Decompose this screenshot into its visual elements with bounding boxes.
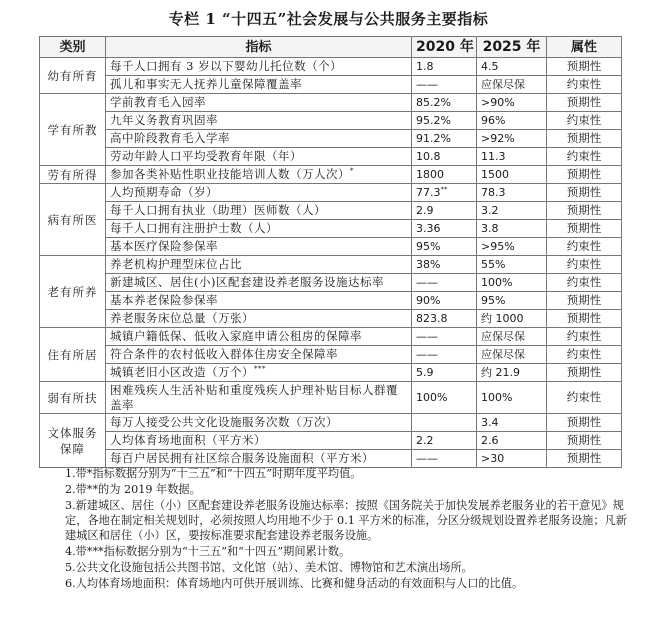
table-row [40, 148, 622, 166]
indicator-cell: 高中阶段教育毛入学率 [106, 130, 412, 148]
value-2020-cell: 1.8 [412, 58, 477, 76]
value-2020-cell: —— [412, 450, 477, 468]
footnotes [65, 466, 630, 592]
value-2025-cell: 100% [477, 274, 547, 292]
attribute-cell: 约束性 [547, 238, 622, 256]
table-row [40, 166, 622, 184]
indicator-cell: 人均体育场地面积（平方米） [106, 432, 412, 450]
value-2020-cell: 90% [412, 292, 477, 310]
attribute-cell: 约束性 [547, 256, 622, 274]
value-2025-cell: 4.5 [477, 58, 547, 76]
indicator-cell: 养老机构护理型床位占比 [106, 256, 412, 274]
table-row [40, 184, 622, 202]
attribute-cell: 预期性 [547, 220, 622, 238]
footnote: 4.带***指标数据分别为“十三五”和“十四五”期间累计数。 [65, 545, 351, 558]
value-2020-cell: 95.2% [412, 112, 477, 130]
indicator-cell: 劳动年龄人口平均受教育年限（年） [106, 148, 412, 166]
value-2020-cell [412, 184, 477, 202]
value-2025-cell: >90% [477, 94, 547, 112]
value-2025-cell: 3.8 [477, 220, 547, 238]
attribute-cell: 预期性 [547, 292, 622, 310]
value-2020-cell: 2.9 [412, 202, 477, 220]
category-cell: 老有所养 [40, 256, 106, 328]
indicator-cell: 每千人口拥有注册护士数（人） [106, 220, 412, 238]
indicator-cell: 每千人口拥有 3 岁以下婴幼儿托位数（个） [106, 58, 412, 76]
value-2025-cell: 96% [477, 112, 547, 130]
table-row [40, 58, 622, 76]
header-2020: 2020 年 [412, 37, 477, 58]
attribute-cell: 预期性 [547, 202, 622, 220]
category-cell: 病有所医 [40, 184, 106, 256]
footnote-mark: * [350, 167, 354, 176]
attribute-cell: 预期性 [547, 184, 622, 202]
indicator-cell: 九年义务教育巩固率 [106, 112, 412, 130]
indicator-cell: 每万人接受公共文化设施服务次数（万次） [106, 414, 412, 432]
table-row [40, 238, 622, 256]
attribute-cell: 约束性 [547, 346, 622, 364]
attribute-cell: 约束性 [547, 112, 622, 130]
footnote: 3.新建城区、居住（小）区配套建设养老服务设施达标率：按照《国务院关于加快发展养老服务业的若干意见》规定，各地在制定相关规划时，必须按照人均用地不少于 0.1 平方米的标准，分区分级规划设置养老服务设施；凡新建城区和居住（小）区，要按标准要求配套建设养老服务设施。 [65, 499, 627, 542]
value-2020-cell: 1800 [412, 166, 477, 184]
value-2025-cell: 约 1000 [477, 310, 547, 328]
table-header-row [40, 37, 622, 58]
value-2020-cell: —— [412, 346, 477, 364]
attribute-cell: 预期性 [547, 130, 622, 148]
value-2020-cell: —— [412, 328, 477, 346]
value-2020-cell: 100% [412, 382, 477, 414]
attribute-cell: 约束性 [547, 274, 622, 292]
table-row [40, 310, 622, 328]
value-2020-cell: 5.9 [412, 364, 477, 382]
header-category: 类别 [40, 37, 106, 58]
value-2025-cell: 应保尽保 [477, 328, 547, 346]
indicator-cell: 学前教育毛入园率 [106, 94, 412, 112]
table-row [40, 450, 622, 468]
indicator-cell: 人均预期寿命（岁） [106, 184, 412, 202]
indicator-text: 城镇老旧小区改造（万个） [110, 365, 254, 379]
table-row [40, 414, 622, 432]
table-row [40, 130, 622, 148]
value-2025-cell: >95% [477, 238, 547, 256]
indicator-text: 参加各类补贴性职业技能培训人数（万人次） [110, 167, 350, 181]
footnote: 6.人均体育场地面积：体育场地内可供开展训练、比赛和健身活动的有效面积与人口的比值。 [65, 577, 524, 590]
attribute-cell: 约束性 [547, 382, 622, 414]
value-2025-cell: 100% [477, 382, 547, 414]
table-row [40, 94, 622, 112]
attribute-cell: 预期性 [547, 450, 622, 468]
table-row [40, 328, 622, 346]
indicator-cell: 每百户居民拥有社区综合服务设施面积（平方米） [106, 450, 412, 468]
footnote: 1.带*指标数据分别为“十三五”和“十四五”时期年度平均值。 [65, 467, 362, 480]
value-2025-cell: 55% [477, 256, 547, 274]
table-row [40, 432, 622, 450]
indicator-cell [106, 364, 412, 382]
header-indicator: 指标 [106, 37, 412, 58]
value-2025-cell: 约 21.9 [477, 364, 547, 382]
value-2025-cell: 11.3 [477, 148, 547, 166]
attribute-cell: 预期性 [547, 364, 622, 382]
value-2020-cell: —— [412, 76, 477, 94]
indicator-cell: 城镇户籍低保、低收入家庭申请公租房的保障率 [106, 328, 412, 346]
value-2025-cell: >30 [477, 450, 547, 468]
category-cell: 学有所教 [40, 94, 106, 166]
footnote-mark: ** [440, 185, 448, 194]
value-2025-cell: 应保尽保 [477, 76, 547, 94]
indicator-cell: 孤儿和事实无人抚养儿童保障覆盖率 [106, 76, 412, 94]
footnote: 2.带**的为 2019 年数据。 [65, 483, 201, 496]
category-cell: 劳有所得 [40, 166, 106, 184]
value-2020-cell [412, 414, 477, 432]
attribute-cell: 预期性 [547, 58, 622, 76]
value-2020-cell: 823.8 [412, 310, 477, 328]
value-2025-cell: >92% [477, 130, 547, 148]
value-2020-cell: 38% [412, 256, 477, 274]
value-2020-cell: —— [412, 274, 477, 292]
value-2025-cell: 3.4 [477, 414, 547, 432]
value-2020-cell: 3.36 [412, 220, 477, 238]
value-2025-cell: 3.2 [477, 202, 547, 220]
indicator-table [39, 36, 622, 468]
table-row [40, 274, 622, 292]
table-row [40, 76, 622, 94]
table-row [40, 292, 622, 310]
table-row [40, 256, 622, 274]
indicator-cell: 养老服务床位总量（万张） [106, 310, 412, 328]
attribute-cell: 预期性 [547, 432, 622, 450]
footnote: 5.公共文化设施包括公共图书馆、文化馆（站）、美术馆、博物馆和艺术演出场所。 [65, 561, 473, 574]
table-row [40, 202, 622, 220]
value-2025-cell: 应保尽保 [477, 346, 547, 364]
attribute-cell: 预期性 [547, 310, 622, 328]
category-cell: 幼有所育 [40, 58, 106, 94]
page-title: 专栏 1 “十四五”社会发展与公共服务主要指标 [168, 10, 489, 28]
value-2020-cell: 91.2% [412, 130, 477, 148]
attribute-cell: 约束性 [547, 76, 622, 94]
header-2025: 2025 年 [477, 37, 547, 58]
category-cell: 住有所居 [40, 328, 106, 382]
attribute-cell: 预期性 [547, 166, 622, 184]
category-cell: 弱有所扶 [40, 382, 106, 414]
indicator-cell: 符合条件的农村低收入群体住房安全保障率 [106, 346, 412, 364]
attribute-cell: 预期性 [547, 414, 622, 432]
value-text: 77.3 [416, 186, 441, 199]
value-2020-cell: 2.2 [412, 432, 477, 450]
value-2025-cell: 95% [477, 292, 547, 310]
table-row [40, 382, 622, 414]
value-2020-cell: 85.2% [412, 94, 477, 112]
indicator-cell: 每千人口拥有执业（助理）医师数（人） [106, 202, 412, 220]
attribute-cell: 约束性 [547, 148, 622, 166]
attribute-cell: 约束性 [547, 328, 622, 346]
indicator-cell: 基本医疗保险参保率 [106, 238, 412, 256]
value-2020-cell: 95% [412, 238, 477, 256]
value-2020-cell: 10.8 [412, 148, 477, 166]
table-row [40, 346, 622, 364]
table-row [40, 220, 622, 238]
header-attribute: 属性 [547, 37, 622, 58]
category-cell: 文体服务保障 [40, 414, 106, 468]
value-2025-cell: 1500 [477, 166, 547, 184]
value-2025-cell: 2.6 [477, 432, 547, 450]
indicator-cell: 新建城区、居住(小)区配套建设养老服务设施达标率 [106, 274, 412, 292]
indicator-cell [106, 166, 412, 184]
attribute-cell: 预期性 [547, 94, 622, 112]
table-row [40, 112, 622, 130]
indicator-cell: 基本养老保险参保率 [106, 292, 412, 310]
value-2025-cell: 78.3 [477, 184, 547, 202]
indicator-cell: 困难残疾人生活补贴和重度残疾人护理补贴目标人群覆盖率 [106, 382, 412, 414]
table-row [40, 364, 622, 382]
footnote-mark: *** [254, 365, 266, 374]
